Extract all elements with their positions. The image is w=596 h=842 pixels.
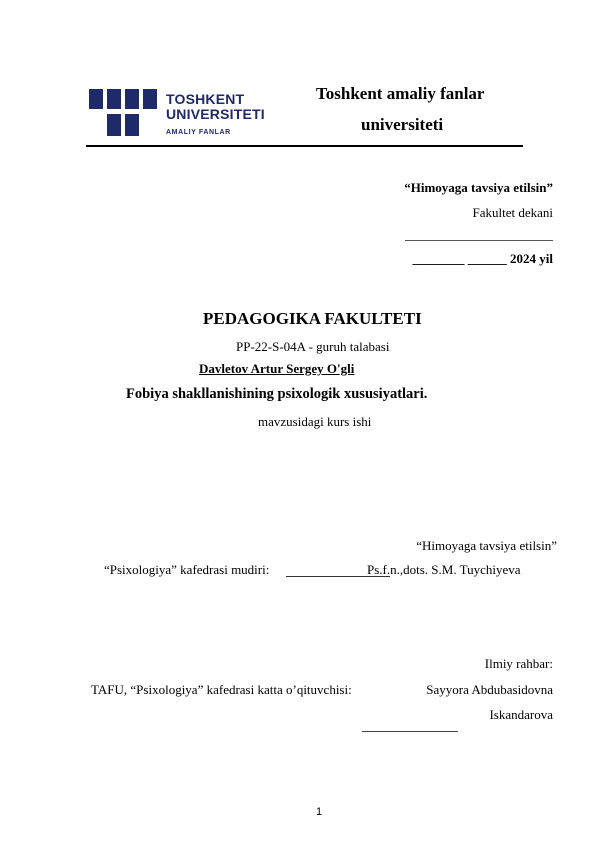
student-name: Davletov Artur Sergey O'gli	[199, 361, 355, 376]
logo-square	[125, 114, 139, 136]
logo-square	[107, 89, 121, 109]
university-title-line-2: universiteti	[361, 115, 444, 134]
header-rule	[86, 145, 523, 147]
faculty-title: PEDAGOGIKA FAKULTETI	[203, 309, 422, 328]
department-head-name: Ps.f.n.,dots. S.M. Tuychiyeva	[367, 562, 521, 577]
approval-role: Fakultet dekani	[472, 205, 553, 220]
supervisor-title: Ilmiy rahbar:	[484, 656, 553, 671]
logo-square	[89, 89, 103, 109]
logo-line-3: AMALIY FANLAR	[166, 129, 231, 136]
department-recommend: “Himoyaga tavsiya etilsin”	[416, 538, 557, 553]
logo-square	[143, 89, 157, 109]
logo-square	[125, 89, 139, 109]
logo-wordmark	[166, 92, 265, 136]
logo-line-1: TOSHKENT	[166, 91, 245, 107]
approval-heading: “Himoyaga tavsiya etilsin”	[404, 180, 553, 195]
page-number: 1	[316, 806, 323, 818]
university-title-line-1: Toshkent amaliy fanlar	[316, 84, 485, 103]
department-head-label: “Psixologiya” kafedrasi mudiri:	[104, 562, 270, 577]
signature-line	[362, 731, 458, 732]
approval-date: ________ ______ 2024 yil	[412, 251, 553, 266]
supervisor-name-line-1: Sayyora Abdubasidovna	[426, 682, 553, 697]
supervisor-label: TAFU, “Psixologiya” kafedrasi katta o’qituvchisi:	[91, 682, 352, 697]
logo-line-2: UNIVERSITETI	[166, 106, 265, 122]
logo-square	[107, 114, 121, 136]
group-line: PP-22-S-04A - guruh talabasi	[236, 339, 390, 354]
supervisor-name-line-2: Iskandarova	[489, 707, 553, 722]
topic-title: Fobiya shakllanishining psixologik xususiyatlari.	[126, 386, 428, 402]
work-type: mavzusidagi kurs ishi	[258, 414, 372, 429]
signature-line	[405, 240, 553, 241]
